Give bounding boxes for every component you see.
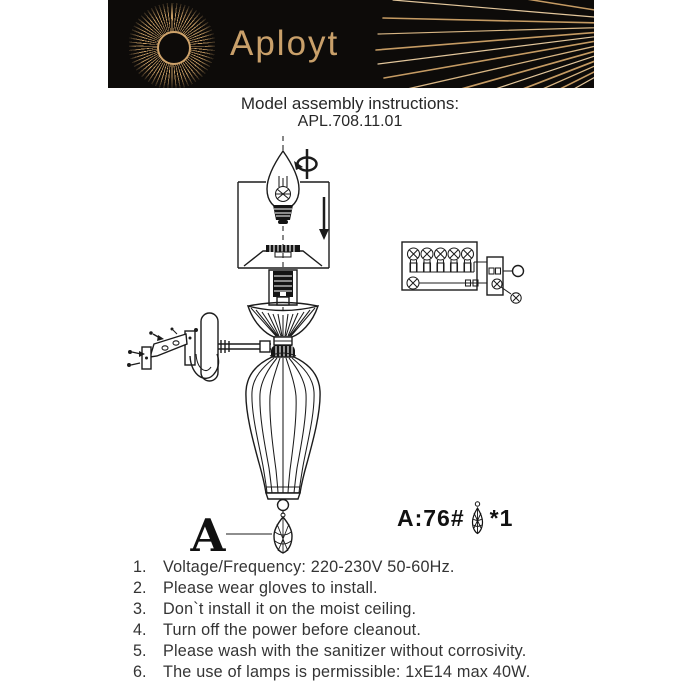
item-number: 6. (133, 663, 147, 681)
item-text: Please wash with the sanitizer without corrosivity. (163, 642, 527, 660)
list-item (133, 557, 603, 578)
item-number: 5. (133, 642, 147, 660)
part-quantity-label (397, 500, 513, 536)
down-arrow-icon (319, 197, 329, 240)
rotate-arrow-icon (294, 149, 317, 179)
wall-bracket-drawing (127, 313, 271, 381)
crystal-drop-drawing (274, 513, 292, 553)
item-number: 3. (133, 600, 147, 618)
bulb-drawing (267, 151, 299, 224)
list-item (133, 662, 603, 683)
item-text: Don`t install it on the moist ceiling. (163, 600, 417, 618)
page-title: Model assembly instructions: (240, 94, 460, 113)
item-number: 1. (133, 558, 147, 576)
model-number: APL.708.11.01 (297, 113, 403, 130)
item-number: 4. (133, 621, 147, 639)
instruction-list (133, 557, 603, 683)
part-a-pointer (190, 509, 272, 562)
item-text: Turn off the power before cleanout. (163, 621, 422, 639)
part-a-letter: A (190, 509, 226, 562)
list-item (133, 599, 603, 620)
wiring-diagram (402, 242, 524, 303)
list-item (133, 620, 603, 641)
part-qty: *1 (489, 504, 514, 531)
lamp-symbols (408, 248, 474, 272)
list-item (133, 578, 603, 599)
item-text: Please wear gloves to install. (163, 579, 378, 597)
item-text: The use of lamps is permissible: 1xE14 max 40W. (163, 663, 531, 681)
brand-name: Aployt (230, 24, 340, 63)
crystal-drop-icon (470, 500, 485, 536)
list-item (133, 641, 603, 662)
item-text: Voltage/Frequency: 220-230V 50-60Hz. (163, 558, 455, 576)
item-number: 2. (133, 579, 147, 597)
glass-body-drawing (246, 353, 320, 514)
socket-drawing (269, 270, 297, 305)
part-spec: A:76# (397, 504, 465, 531)
